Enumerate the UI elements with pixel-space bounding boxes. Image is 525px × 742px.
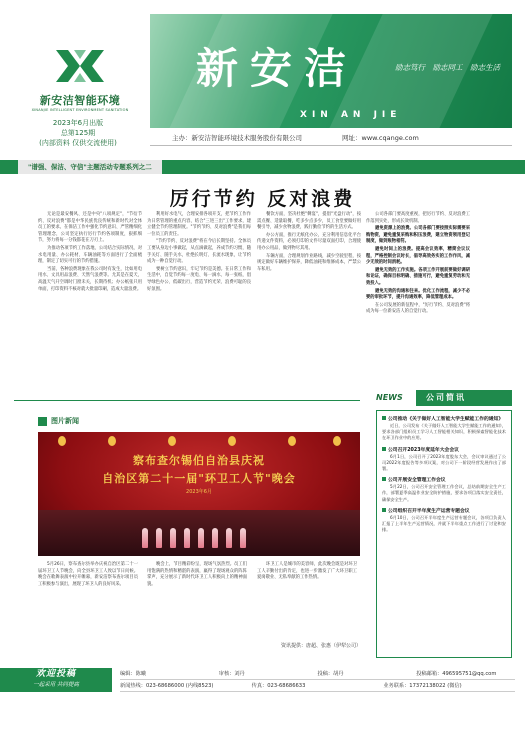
dancer	[212, 528, 218, 548]
news-title: 公司简讯	[416, 390, 512, 406]
paragraph: 利用好水电气，合理安排各项开支，把节约工作作为日常管理的重点内容，结合"三进三出"工作要求，建立健全节约管理制度。"节约节约、反对浪费"是我们每一位员工的责任。	[147, 212, 251, 237]
article-column-1	[38, 212, 142, 294]
stage-banner-line-2: 自治区第二十一届"环卫工人节"晚会	[102, 472, 296, 485]
photo-caption-1	[38, 562, 138, 588]
lantern-icon	[168, 436, 176, 446]
paragraph: 办公方面，推行无纸化办公，充分利用信息化平台传递文件资料，必须打印的文件尽量双面打印，合理使用办公用品，做到物尽其用。	[257, 232, 361, 251]
footer-fax: 传真：023-68686633	[251, 683, 306, 689]
news-item-title	[382, 415, 506, 422]
photo-news-label: 图片新闻	[51, 417, 79, 425]
footer-welcome-box	[0, 668, 112, 692]
dancer	[170, 528, 176, 548]
issue-date: 2023年6月出版	[52, 119, 104, 127]
paragraph: 要树立节约意识，牢记节约是美德。在日常工作和生活中，自觉节约每一度电、每一滴水、每一张纸，倡导绿色办公、低碳出行，营造节约光荣、浪费可耻的良好氛围。	[147, 266, 251, 292]
news-header	[376, 390, 512, 406]
bullet-icon	[382, 447, 386, 451]
article-headline: 厉行节约 反对浪费	[169, 188, 356, 210]
footer-hotline: 新闻热线：023-68686000 (内线8523)	[120, 683, 214, 689]
paragraph: 车辆方面，合理规划作业路线，减少空驶里程，按规定做好车辆维护保养，降低油耗和维修成本，严禁公车私用。	[257, 253, 361, 272]
stage-banner-line-1: 察布查尔锡伯自治县庆祝	[133, 454, 265, 467]
logo-mark-icon	[50, 46, 110, 86]
lantern-icon	[228, 436, 236, 446]
paragraph: 当前，各种浪费现象在我公司时有发生，比如用电用水、文具用品浪费、天然气浪费等。尤其是在夏天，高温天气开空调时门窗未关，长期待机；办公纸张只用单面，打印资料不核对就大批量印刷，造成大量浪费。	[38, 266, 142, 292]
news-item-body: 5月22日，公司召开安全管理工作会议，总结前期安全生产工作，部署夏季高温作业安全防护措施，要求各项目落实安全责任，确保安全生产。	[382, 484, 506, 502]
paragraph: 无论是最安餐风、还是中央"八项规定"，"节衍节约、反对浪费"都是中华民族优良传统和新时代对全体员工的要求。在保洁工作中强化节约意识、严管精细化管理理念，公司坚定执行厉行节约各项制度，狠抓细节，努力将每一分钱都花在刀刃上。	[38, 212, 142, 244]
bullet-icon	[382, 508, 386, 512]
news-item-body: 近日，公司发布《关于做好人工智能大学生赋能工作的通知》，要求各部门组织员工学习人工智能相关知识，积极探索智能化技术在环卫作业中的应用。	[382, 423, 506, 441]
footer-contributor: 投稿：胡丹	[317, 671, 344, 677]
footer-row-1	[120, 668, 515, 680]
dancer	[184, 528, 190, 548]
lantern-icon	[108, 436, 116, 446]
paragraph: 环卫工人是城市的美容师，此次晚会既是对环卫工人辛勤付出的肯定，也进一步激发了广大环卫职工爱岗敬业、无私奉献的工作热情。	[257, 562, 357, 581]
news-item	[382, 415, 506, 442]
news-item-title	[382, 476, 506, 483]
section-bar	[0, 160, 525, 174]
footer	[0, 668, 525, 742]
news-item-title-text: 公司推动《关于做好人工智能大学生赋能工作的通知》	[388, 417, 504, 422]
paragraph: 为推动各项节约工作落地，公司结合实际情况，对水电用量、办公耗材、车辆油耗等方面进行了全面梳理，制定了切实可行的节约措施。	[38, 245, 142, 265]
website-text: 网址：www.cqange.com	[342, 134, 419, 142]
paragraph: 避免无效的沟通和往来。优化工作流程，减少不必要的审批环节，提升沟通效率，降低管理成本。	[366, 288, 470, 301]
bullet-icon	[382, 477, 386, 481]
paragraph: 避免时间上的浪费。提高会议效率，精简会议议程，严格控制会议时长，倡导高效务实的工作作风，减少无效的时间消耗。	[366, 246, 470, 266]
news-item-title-text: 公司组织召开半年度生产运营专题会议	[388, 508, 470, 514]
dancer	[156, 528, 162, 548]
stage	[38, 510, 360, 556]
lantern-icon	[58, 436, 66, 446]
photo-caption-2	[147, 562, 247, 588]
section-tag: "谱强、保洁、守信"主题活动专题系列之二	[18, 160, 162, 174]
dancer	[142, 528, 148, 548]
news-item	[382, 476, 506, 503]
paragraph: 餐饮方面，坚决杜绝"剩宴"，提倡"光盘行动"，按需点餐、适量取餐，吃多少点多少，员工食堂要做好用餐引导，减少食物浪费，践行勤俭节约的生活方式。	[257, 212, 361, 231]
footer-business: 业务联系：17372138022 (微信)	[383, 683, 462, 689]
news-item	[382, 507, 506, 534]
news-item-title	[382, 507, 506, 514]
paragraph: 公司各部门要高度重视，把厉行节约、反对浪费工作落到实处，形成长效机制。	[366, 212, 470, 224]
issue-number: 总第125期	[60, 129, 96, 137]
square-icon	[38, 417, 47, 426]
photo-credit: 资讯提供：唐超、张惠（伊犁公司）	[280, 643, 361, 649]
footer-welcome: 欢迎投稿	[35, 669, 76, 679]
banner-pinyin: XIN AN JIE	[300, 110, 402, 120]
dancer	[240, 528, 246, 548]
logo-name: 新安洁智能环境	[39, 94, 121, 107]
lantern-icon	[288, 436, 296, 446]
logo-english: XINANJIE INTELLIGENT ENVIRONMENT SANITATION	[31, 108, 129, 112]
sponsor-bar	[150, 130, 512, 146]
news-photo	[38, 432, 360, 556]
photo-news-tag	[38, 414, 79, 428]
news-item-body: 6月10日，公司召开半年度生产运营专题会议，各项目负责人汇报了上半年生产运营情况，并就下半年重点工作进行了讨论和安排。	[382, 514, 506, 533]
lantern-icon	[333, 436, 341, 446]
dancer	[198, 528, 204, 548]
paragraph: 在公司发展的新征程中，"厉行节约、反对浪费"将成为每一位新安洁人的自觉行动。	[366, 302, 470, 315]
newspaper-title: 新安洁	[196, 44, 359, 93]
company-logo	[30, 46, 130, 112]
masthead	[0, 0, 525, 160]
paragraph: "节约节约、反对浪费"将在今后长期坚持。全体员工要从身边小事做起，从点滴做起，养成节约习惯，随手关灯、随手关水，杜绝长明灯、长流水现象，让节约成为一种自觉行动。	[147, 239, 251, 265]
photo-caption-3	[257, 562, 357, 582]
banner-slogan: 励志笃行 励志同工 励志生活	[395, 63, 500, 72]
section-divider	[14, 400, 360, 401]
dancer	[226, 528, 232, 548]
news-box	[376, 410, 512, 658]
footer-email: 投稿邮箱：496595751@qq.com	[416, 671, 497, 677]
footer-info	[120, 668, 515, 692]
news-item	[382, 446, 506, 473]
paragraph: 5月26日，察布查尔县举办庆祝自治区第二十一届环卫工人节晚会，向全县环卫工人致以节日问候。晚会在歌舞表演中拉开帷幕，新安洁察布查尔项目员工积极参与演出，展现了环卫人的良好风采。	[38, 562, 138, 587]
paragraph: 晚会上，节目精彩纷呈，现场气氛热烈。员工们用饱满的热情和精湛的表演，赢得了现场观众的阵阵掌声，充分展示了新时代环卫工人积极向上的精神面貌。	[147, 562, 247, 587]
article-column-4	[366, 212, 470, 317]
news-label: NEWS	[376, 393, 403, 402]
footer-editor: 编辑：陈曦	[120, 671, 146, 677]
issue-info	[16, 118, 140, 148]
stage-banner-line-3: 2023年6月	[186, 489, 212, 495]
paragraph: 避免资源上的浪费。公司各部门要按照实际需要采购物资，避免重复采购和积压浪费，建立物资领用登记制度，做到账物相符。	[366, 226, 470, 245]
bullet-icon	[382, 416, 386, 420]
sponsor-text: 主办：新安洁智能环境技术服务股份有限公司	[172, 134, 302, 142]
article-column-3	[257, 212, 361, 274]
footer-row-2	[120, 680, 515, 692]
news-item-body: 6月1日，公司召开了2023年度股东大会，会议审议通过了公司2022年度报告等多项议案，对公司下一阶段经营发展作出了部署。	[382, 453, 506, 472]
news-item-title	[382, 446, 506, 453]
article-column-2	[147, 212, 251, 294]
news-item-title-text: 公司开展安全管理工作会议	[388, 478, 446, 484]
title-banner	[150, 14, 512, 128]
issue-note: (内部资料 仅供交流使用)	[39, 139, 117, 147]
news-item-title-text: 公司召开2023年度延年大会会议	[388, 447, 459, 453]
footer-slogan: 一起采用 共同提高	[33, 682, 79, 688]
paragraph: 避免无效的工作实施。各项工作开展前要做好调研和论证，确保目标明确、措施可行，避免重复劳动和无效投入。	[366, 267, 470, 286]
footer-reviewer: 审核：刘丹	[218, 671, 245, 677]
